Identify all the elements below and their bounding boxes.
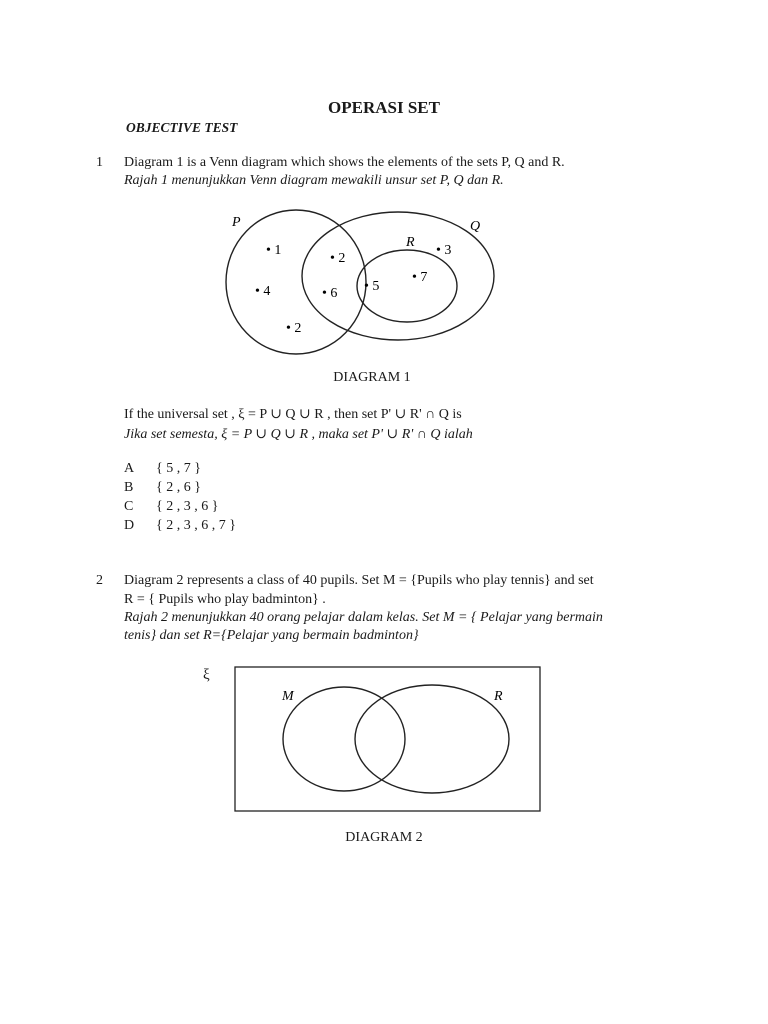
question-2-line-1: Diagram 2 represents a class of 40 pupils. Set M = {Pupils who play tennis} and set (124, 573, 594, 588)
set-m-circle (283, 687, 405, 791)
element-4: • 4 (255, 284, 271, 299)
set-r-label-2: R (494, 689, 503, 704)
set-m-label: M (282, 689, 294, 704)
venn-diagram-2 (234, 666, 543, 814)
question-2-line-4: tenis} dan set R={Pelajar yang bermain badminton} (124, 628, 419, 643)
option-d-letter: D (124, 518, 135, 533)
question-1-number: 1 (96, 155, 103, 170)
option-b[interactable] (124, 480, 201, 496)
question-2-line-3: Rajah 2 menunjukkan 40 orang pelajar dalam kelas. Set M = { Pelajar yang bermain (124, 610, 603, 625)
element-2: • 2 (330, 251, 346, 266)
question-1-prompt-english: If the universal set , ξ = P ∪ Q ∪ R , then set P' ∪ R' ∩ Q is (124, 407, 462, 422)
option-d[interactable] (124, 518, 236, 534)
section-subtitle: OBJECTIVE TEST (126, 120, 238, 135)
question-1-text-malay: Rajah 1 menunjukkan Venn diagram mewakili unsur set P, Q dan R. (124, 173, 504, 188)
option-c-letter: C (124, 499, 134, 514)
element-1: • 1 (266, 243, 282, 258)
question-1-prompt-malay: Jika set semesta, ξ = P ∪ Q ∪ R , maka set P' ∪ R' ∩ Q ialah (124, 427, 473, 442)
element-3: • 3 (436, 243, 452, 258)
option-b-value: { 2 , 6 } (156, 480, 201, 495)
element-5: • 5 (364, 279, 380, 294)
option-d-value: { 2 , 3 , 6 , 7 } (156, 518, 236, 533)
page-title: OPERASI SET (328, 98, 440, 117)
question-2-line-2: R = { Pupils who play badminton} . (124, 592, 326, 607)
option-a-value: { 5 , 7 } (156, 461, 201, 476)
element-7: • 7 (412, 270, 428, 285)
element-2-outside-q: • 2 (286, 321, 302, 336)
option-b-letter: B (124, 480, 134, 495)
question-2-number: 2 (96, 573, 103, 588)
option-c-value: { 2 , 3 , 6 } (156, 499, 219, 514)
option-c[interactable] (124, 499, 218, 515)
set-r-circle-2 (355, 685, 509, 793)
set-r-label: R (406, 235, 415, 250)
universal-set-symbol: ξ (203, 667, 210, 683)
option-a[interactable] (124, 461, 201, 477)
element-6: • 6 (322, 286, 338, 301)
option-a-letter: A (124, 461, 135, 476)
venn-diagram-1 (200, 200, 510, 375)
diagram-1-caption: DIAGRAM 1 (333, 370, 411, 385)
question-1-text-english: Diagram 1 is a Venn diagram which shows the elements of the sets P, Q and R. (124, 155, 565, 170)
set-p-label: P (232, 215, 241, 230)
diagram-2-caption: DIAGRAM 2 (345, 830, 423, 845)
set-q-label: Q (470, 219, 481, 234)
